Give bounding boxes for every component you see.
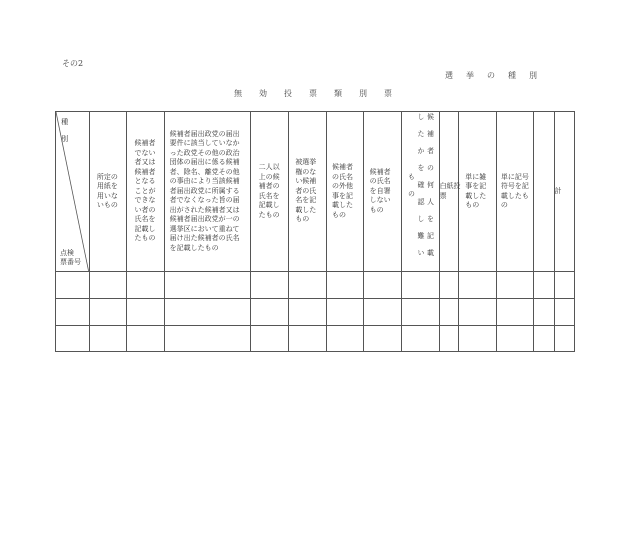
column-header-10: [458, 112, 496, 272]
column-header-12: [534, 112, 554, 272]
corner-cell: [56, 112, 90, 272]
table-cell[interactable]: [289, 272, 327, 299]
column-header-label: 単に記号符号を記載したもの: [500, 172, 529, 209]
column-header-13: [554, 112, 574, 272]
table-cell[interactable]: [439, 299, 458, 326]
form-title: 無効投票類別票: [234, 89, 409, 98]
table-cell[interactable]: [251, 299, 289, 326]
table-cell[interactable]: [364, 272, 402, 299]
table-cell[interactable]: [56, 326, 90, 352]
table-row: [56, 272, 575, 299]
table-cell[interactable]: [127, 272, 165, 299]
table-cell[interactable]: [251, 272, 289, 299]
table-cell[interactable]: [401, 272, 439, 299]
table-cell[interactable]: [458, 326, 496, 352]
table-cell[interactable]: [56, 299, 90, 326]
column-header-3: [164, 112, 251, 272]
table-cell[interactable]: [326, 326, 364, 352]
column-header-6: [326, 112, 364, 272]
table-cell[interactable]: [496, 272, 534, 299]
invalid-vote-classification-table: [55, 111, 575, 352]
table-cell[interactable]: [554, 326, 574, 352]
table-cell[interactable]: [439, 272, 458, 299]
column-header-label: 計: [554, 186, 562, 195]
table-cell[interactable]: [458, 299, 496, 326]
corner-type-label: 種 別: [60, 118, 69, 143]
header-row: [56, 112, 575, 272]
table-cell[interactable]: [56, 272, 90, 299]
table-cell[interactable]: [326, 272, 364, 299]
table-cell[interactable]: [289, 326, 327, 352]
table-cell[interactable]: [251, 326, 289, 352]
table-cell[interactable]: [364, 326, 402, 352]
election-type-heading: 選挙の種別: [445, 71, 550, 80]
table-cell[interactable]: [127, 326, 165, 352]
table-cell[interactable]: [164, 326, 251, 352]
table-cell[interactable]: [534, 326, 554, 352]
table-cell[interactable]: [439, 326, 458, 352]
column-header-label: 候補者の氏名の外他事を記載したもの: [331, 163, 353, 219]
table-cell[interactable]: [164, 272, 251, 299]
table-cell[interactable]: [496, 299, 534, 326]
column-header-label: 候補者の氏名を自署しないもの: [369, 167, 391, 214]
column-header-label: 白紙投票: [439, 182, 461, 200]
column-header-label: 候補者届出政党の届出要件に該当していなかった政党その他の政治団体の届出に係る候補者、除名、離党その他の事由により当該候補者届出政党に所属する者でなくなった旨の届出がされた候補者又は候補者届出政党が一の選挙区において重ねて届け出た候補者の氏名を記載したもの: [169, 129, 240, 252]
table-cell[interactable]: [89, 326, 127, 352]
column-header-11: [496, 112, 534, 272]
table-cell[interactable]: [89, 272, 127, 299]
table-cell[interactable]: [326, 299, 364, 326]
corner-inspection-label: 点検 票番号: [60, 249, 81, 266]
table-cell[interactable]: [289, 299, 327, 326]
table-cell[interactable]: [401, 326, 439, 352]
table-cell[interactable]: [458, 272, 496, 299]
table-row: [56, 299, 575, 326]
column-header-5: [289, 112, 327, 272]
table-cell[interactable]: [89, 299, 127, 326]
table-cell[interactable]: [496, 326, 534, 352]
form-label: その2: [62, 59, 84, 68]
column-header-1: [89, 112, 127, 272]
column-header-label: 候補者でない者又は候補者となることができない者の氏名を記載したもの: [134, 139, 156, 243]
column-header-label: 候補者の何人を記載したかを確認し難いもの: [407, 113, 435, 267]
column-header-label: 被選挙権のない候補者の氏名を記載したもの: [295, 158, 317, 224]
table-cell[interactable]: [554, 272, 574, 299]
column-header-2: [127, 112, 165, 272]
column-header-label: 単に雑事を記載したもの: [465, 172, 487, 209]
column-header-4: [251, 112, 289, 272]
column-header-9: [439, 112, 461, 272]
table-cell[interactable]: [364, 299, 402, 326]
column-header-8: [401, 112, 439, 272]
table-cell[interactable]: [554, 299, 574, 326]
column-header-7: [364, 112, 402, 272]
table-row: [56, 326, 575, 352]
table-cell[interactable]: [127, 299, 165, 326]
column-header-label: 所定の用紙を用いないもの: [96, 172, 118, 209]
table-cell[interactable]: [164, 299, 251, 326]
table-cell[interactable]: [534, 272, 554, 299]
column-header-label: 二人以上の候補者の氏名を記載したもの: [258, 163, 280, 219]
table-cell[interactable]: [534, 299, 554, 326]
table-cell[interactable]: [401, 299, 439, 326]
